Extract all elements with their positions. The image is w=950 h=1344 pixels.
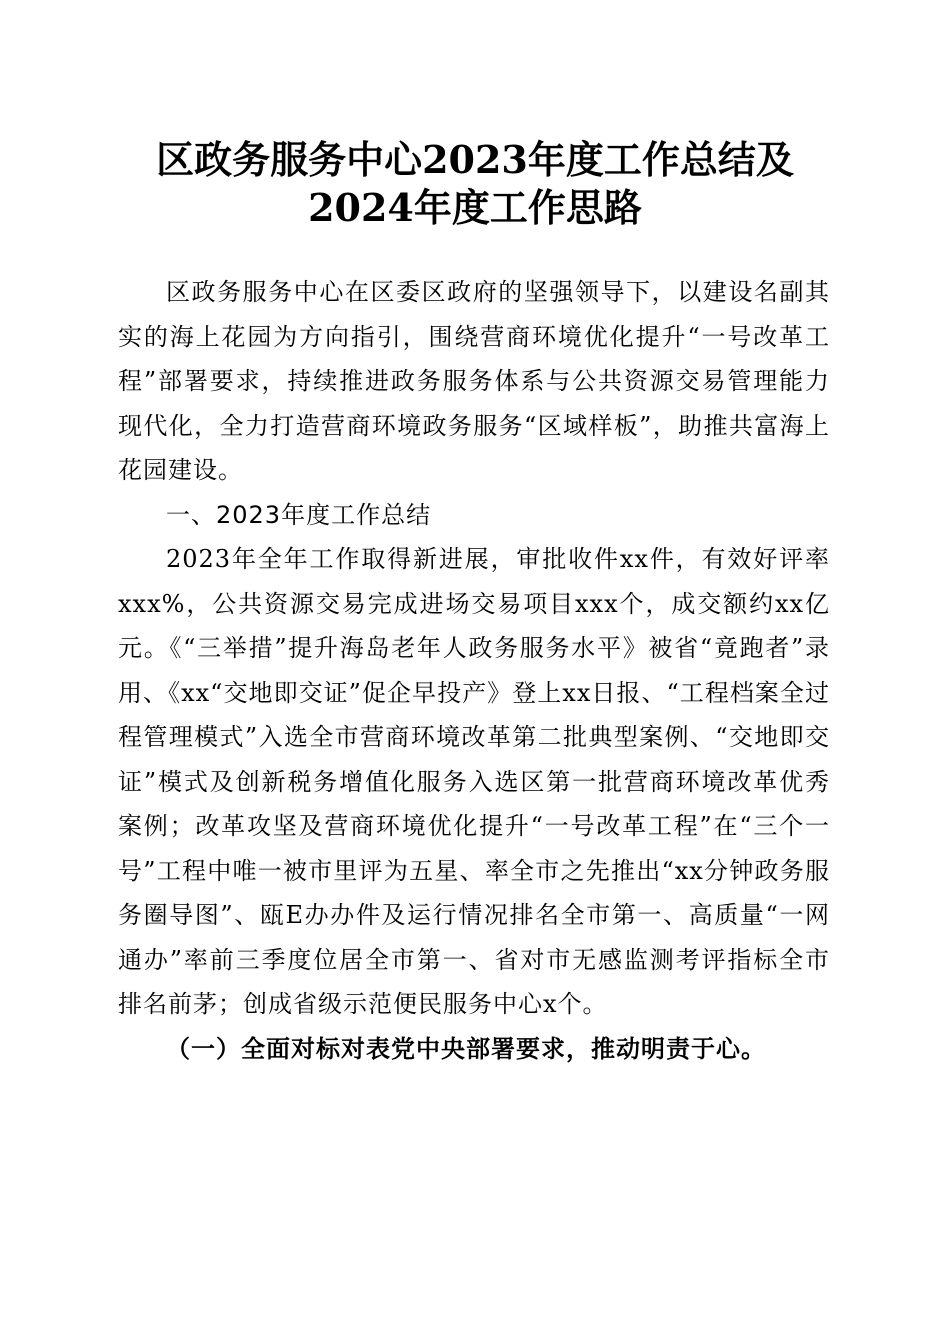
summary-paragraph: 2023年全年工作取得新进展，审批收件xx件，有效好评率xxx%，公共资源交易完成进场交易项目xxx个，成交额约xx亿元。《“三举措”提升海岛老年人政务服务水平》被省“竟跑者”录用、《xx“交地即交证”促企早投产》登上xx日报、“工程档案全过程管理模式”入选全市营商环境改革第二批典型案例、“交地即交证”模式及创新税务增值化服务入选区第一批营商环境改革优秀案例；改革攻坚及营商环境优化提升“一号改革工程”在“三个一号”工程中唯一被市里评为五星、率全市之先推出“xx分钟政务服务圈导图”、瓯E办办件及运行情况排名全市第一、高质量“一网通办”率前三季度位居全市第一、省对市无感监测考评指标全市排名前茅；创成省级示范便民服务中心x个。 (118, 545, 830, 1018)
document-title: 区政务服务中心2023年度工作总结及2024年度工作思路 (156, 137, 794, 230)
section-heading-summary: 一、2023年度工作总结 (166, 500, 432, 529)
intro-paragraph: 区政务服务中心在区委区政府的坚强领导下，以建设名副其实的海上花园为方向指引，围绕营商环境优化提升“一号改革工程”部署要求，持续推进政务服务体系与公共资源交易管理能力现代化，全力打造营商环境政务服务“区域样板”，助推共富海上花园建设。 (118, 278, 830, 484)
subsection-heading: （一）全面对标对表党中央部署要求，推动明责于心。 (166, 1033, 766, 1063)
document-body (118, 270, 830, 1071)
